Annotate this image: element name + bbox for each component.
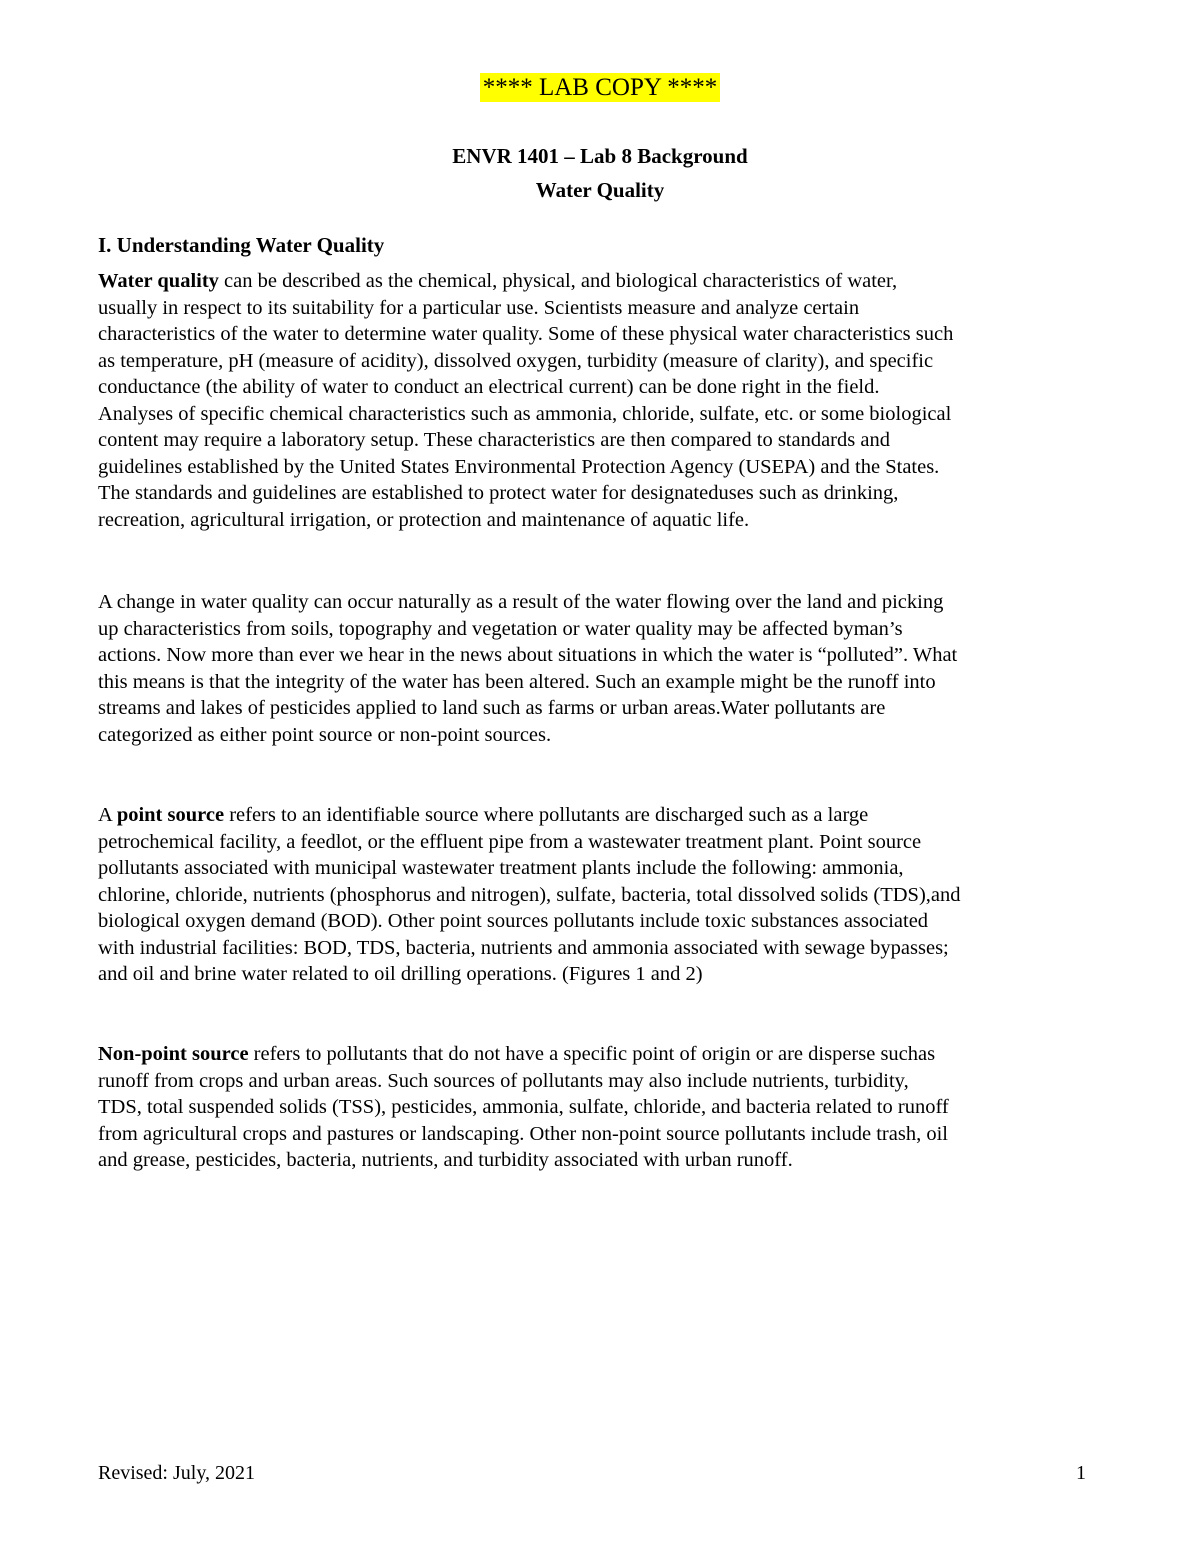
paragraph-line: and oil and brine water related to oil drilling operations. (Figures 1 and 2) bbox=[98, 963, 703, 985]
paragraph-line: conductance (the ability of water to conduct an electrical current) can be done right in the field. bbox=[98, 376, 880, 398]
paragraph-line: with industrial facilities: BOD, TDS, bacteria, nutrients and ammonia associated with sewage bypasses; bbox=[98, 936, 949, 959]
paragraph-line: up characteristics from soils, topography and vegetation or water quality may be affected byman’s bbox=[98, 617, 903, 640]
term-point-source: point source bbox=[116, 804, 225, 826]
paragraph-line: recreation, agricultural irrigation, or protection and maintenance of aquatic life. bbox=[98, 508, 750, 531]
paragraph-line: A change in water quality can occur naturally as a result of the water flowing over the land and picking bbox=[98, 591, 944, 613]
lab-copy-banner bbox=[0, 72, 1200, 104]
paragraph-line: this means is that the integrity of the water has been altered. Such an example might be the runoff into bbox=[98, 670, 936, 693]
lab-copy-label: **** LAB COPY **** bbox=[480, 73, 721, 102]
paragraph-line: as temperature, pH (measure of acidity), dissolved oxygen, turbidity (measure of clarity), and specific bbox=[98, 349, 934, 372]
paragraph-line: TDS, total suspended solids (TSS), pesticides, ammonia, sulfate, chloride, and bacteria related to runoff bbox=[98, 1096, 949, 1118]
paragraph-line: streams and lakes of pesticides applied to land such as farms or urban areas.Water pollutants are bbox=[98, 697, 886, 719]
paragraph-line: Water quality can be described as the chemical, physical, and biological characteristics of water, bbox=[98, 270, 898, 292]
footer-page-number: 1 bbox=[1076, 1462, 1086, 1484]
paragraph-line: and grease, pesticides, bacteria, nutrients, and turbidity associated with urban runoff. bbox=[98, 1149, 793, 1171]
paragraph-water-quality-change bbox=[98, 589, 1108, 748]
paragraph-line: Analyses of specific chemical characteristics such as ammonia, chloride, sulfate, etc. or some biological bbox=[98, 402, 952, 425]
paragraph-line: usually in respect to its suitability for a particular use. Scientists measure and analyze certain bbox=[98, 296, 860, 319]
paragraph-water-quality bbox=[98, 268, 1108, 533]
paragraph-line: from agricultural crops and pastures or landscaping. Other non-point source pollutants include trash, oil bbox=[98, 1122, 948, 1145]
paragraph-line: runoff from crops and urban areas. Such sources of pollutants may also include nutrients, turbidity, bbox=[98, 1069, 909, 1092]
paragraph-line: characteristics of the water to determine water quality. Some of these physical water characteristics such bbox=[98, 323, 954, 345]
paragraph-line: chlorine, chloride, nutrients (phosphorus and nitrogen), sulfate, bacteria, total dissolved solids (TDS),and bbox=[98, 883, 961, 906]
section-heading: I. Understanding Water Quality bbox=[98, 233, 385, 257]
document-title: ENVR 1401 – Lab 8 Background bbox=[452, 144, 748, 168]
paragraph-line: A point source refers to an identifiable source where pollutants are discharged such as a large bbox=[98, 804, 869, 826]
document-subtitle: Water Quality bbox=[535, 178, 665, 202]
term-water-quality: Water quality bbox=[98, 270, 219, 292]
paragraph-line: guidelines established by the United States Environmental Protection Agency (USEPA) and the States. bbox=[98, 455, 940, 478]
paragraph-line: pollutants associated with municipal wastewater treatment plants include the following: ammonia, bbox=[98, 857, 904, 879]
paragraph-line: The standards and guidelines are established to protect water for designateduses such as drinking, bbox=[98, 482, 899, 504]
paragraph-line: actions. Now more than ever we hear in the news about situations in which the water is “polluted”. What bbox=[98, 644, 958, 666]
term-non-point-source: Non-point source bbox=[98, 1043, 249, 1065]
paragraph-point-source bbox=[98, 802, 1108, 988]
paragraph-line: biological oxygen demand (BOD). Other point sources pollutants include toxic substances associated bbox=[98, 910, 929, 932]
paragraph-line: categorized as either point source or non-point sources. bbox=[98, 723, 552, 746]
paragraph-line: petrochemical facility, a feedlot, or the effluent pipe from a wastewater treatment plant. Point source bbox=[98, 830, 922, 853]
paragraph-line: content may require a laboratory setup. These characteristics are then compared to standards and bbox=[98, 429, 890, 451]
paragraph-line: Non-point source refers to pollutants that do not have a specific point of origin or are disperse suchas bbox=[98, 1043, 936, 1065]
paragraph-non-point-source bbox=[98, 1041, 1108, 1174]
footer-revised-date: Revised: July, 2021 bbox=[98, 1462, 256, 1484]
